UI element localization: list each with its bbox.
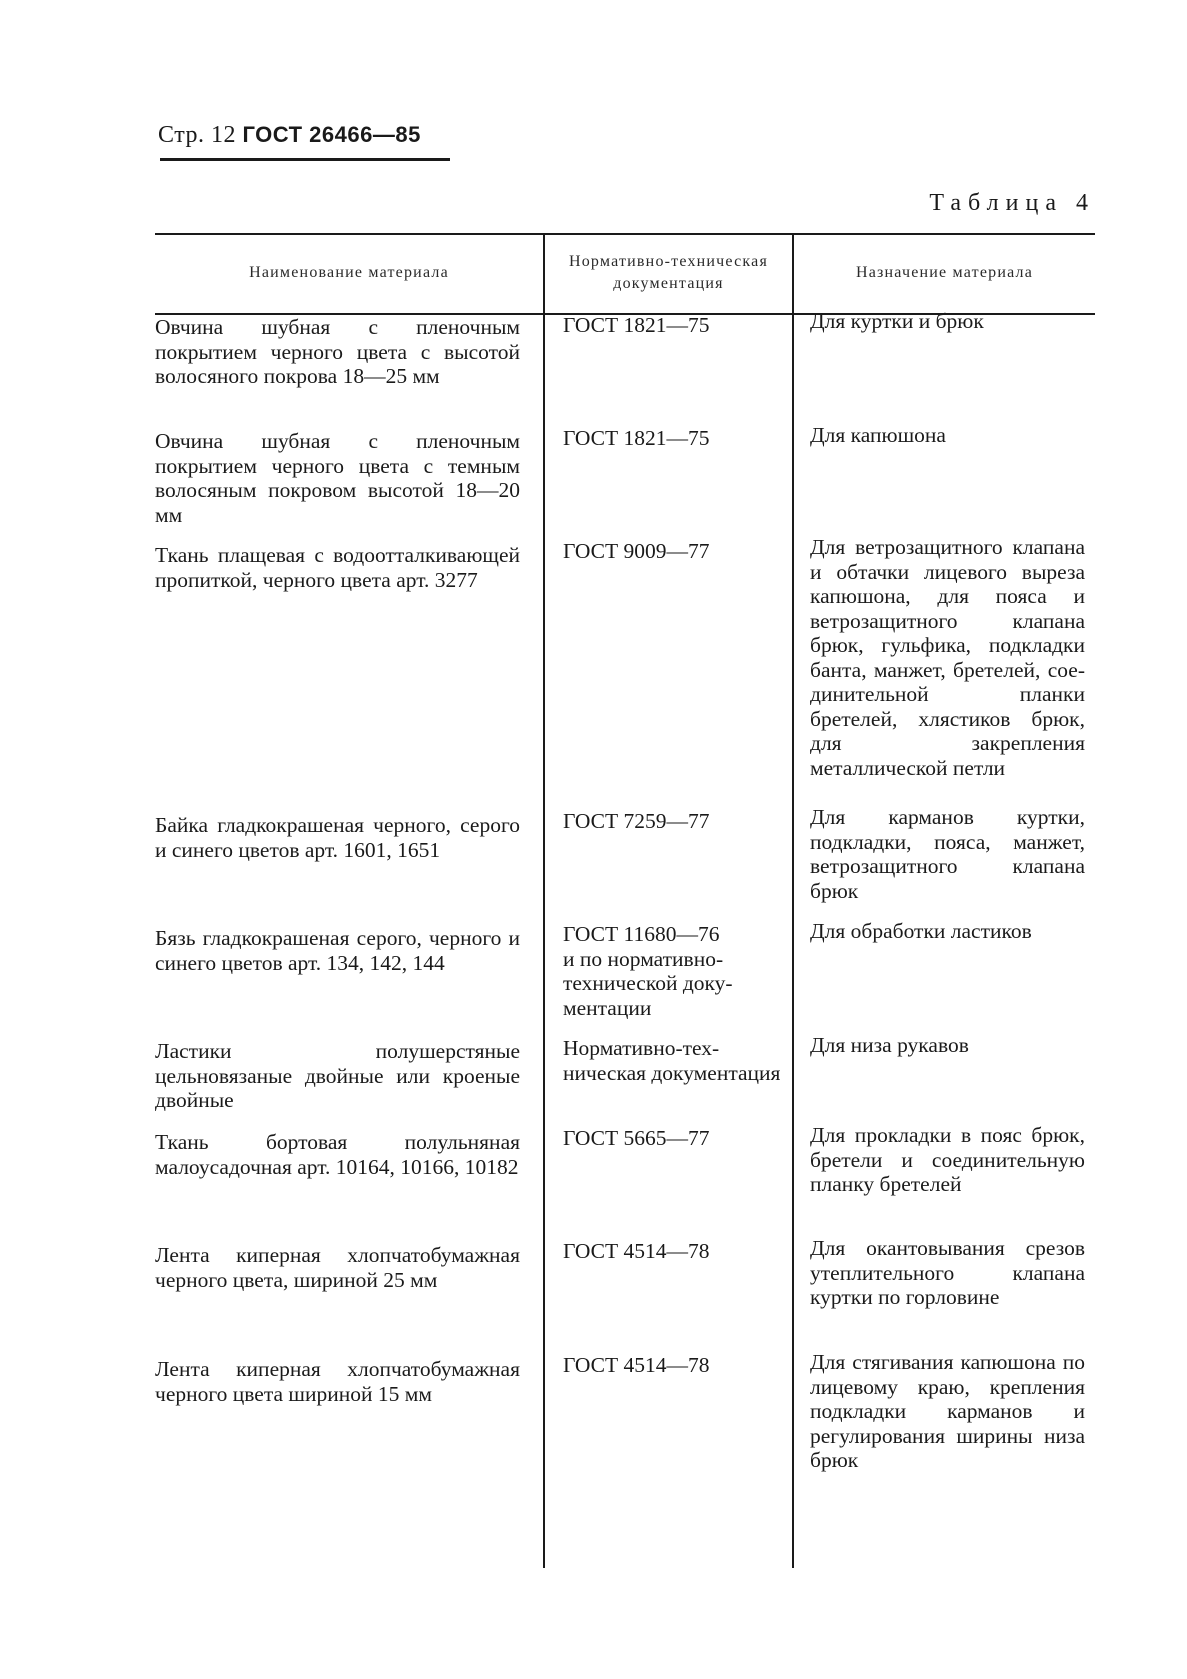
row-2-doc: ГОСТ 1821—75 <box>563 426 710 450</box>
materials-table <box>155 233 1095 1568</box>
row-7-material: Ткань бортовая полульняная малоусадочная арт. 10164, 10166, 10182 <box>155 1130 520 1179</box>
document-id: ГОСТ 26466—85 <box>242 122 421 147</box>
row-4-material: Байка гладкокрашеная черного, серого и синего цветов арт. 1601, 1651 <box>155 813 520 862</box>
row-5-purpose: Для обработки ластиков <box>810 919 1032 943</box>
row-3-doc: ГОСТ 9009—77 <box>563 539 710 563</box>
row-8-material: Лента киперная хлопчатобумажная черного цвета, шириной 25 мм <box>155 1243 520 1292</box>
column-divider-1 <box>543 233 545 1568</box>
row-2-purpose: Для капюшона <box>810 423 946 447</box>
column-header-material: Наименование материала <box>249 264 449 282</box>
page-number: Стр. 12 <box>158 122 236 148</box>
row-6-purpose: Для низа рукавов <box>810 1033 969 1057</box>
row-1-material: Овчина шубная с пленочным покрытием черного цвета с высотой волосяного покрова 18—25 мм <box>155 315 520 388</box>
row-9-doc: ГОСТ 4514—78 <box>563 1353 710 1377</box>
header-underline <box>160 158 450 161</box>
row-9-purpose: Для стягивания капюшона по лицевому краю, крепления подкладки карманов и регулирования ширины низа брюк <box>810 1350 1085 1472</box>
page-header <box>158 122 421 149</box>
row-1-doc: ГОСТ 1821—75 <box>563 313 710 337</box>
column-divider-2 <box>792 233 794 1568</box>
row-4-doc: ГОСТ 7259—77 <box>563 809 710 833</box>
row-7-purpose: Для прокладки в пояс брюк, бретели и соединительную планку бретелей <box>810 1123 1085 1196</box>
row-1-purpose: Для куртки и брюк <box>810 309 984 333</box>
row-2-material: Овчина шубная с пленочным покрытием черного цвета с темным волосяным покровом высотой 18—20 мм <box>155 429 520 527</box>
table-caption: Таблица 4 <box>929 190 1095 216</box>
row-5-material: Бязь гладкокрашеная серого, черного и синего цветов арт. 134, 142, 144 <box>155 926 520 975</box>
row-8-purpose: Для окантовывания срезов утеплительного клапана куртки по горловине <box>810 1236 1085 1309</box>
row-5-doc: ГОСТ 11680—76 и по нормативно-технической документации <box>563 922 733 1020</box>
column-header-documentation: Нормативно-техническая документация <box>568 253 769 292</box>
row-4-purpose: Для карманов куртки, подкладки, пояса, манжет, ветрозащитного клапана брюк <box>810 805 1085 903</box>
row-6-doc: Нормативно-техническая документация <box>563 1036 781 1085</box>
column-header-purpose: Назначение материала <box>855 264 1034 282</box>
row-3-material: Ткань плащевая с водоотталкивающей пропиткой, черного цвета арт. 3277 <box>155 543 520 592</box>
row-9-material: Лента киперная хлопчатобумажная черного цвета шириной 15 мм <box>155 1357 520 1406</box>
row-8-doc: ГОСТ 4514—78 <box>563 1239 710 1263</box>
row-3-purpose: Для ветрозащитного клапана и обтачки лицевого выреза капюшона, для пояса и ветрозащитного клапана брюк, гульфика, подкладки банта, манжет, бретелей, соединительной планки бретелей, хлястиков брюк, для закрепления металлической петли <box>810 535 1085 780</box>
row-7-doc: ГОСТ 5665—77 <box>563 1126 710 1150</box>
row-6-material: Ластики полушерстяные цельновязаные двойные или кроеные двойные <box>155 1039 520 1112</box>
